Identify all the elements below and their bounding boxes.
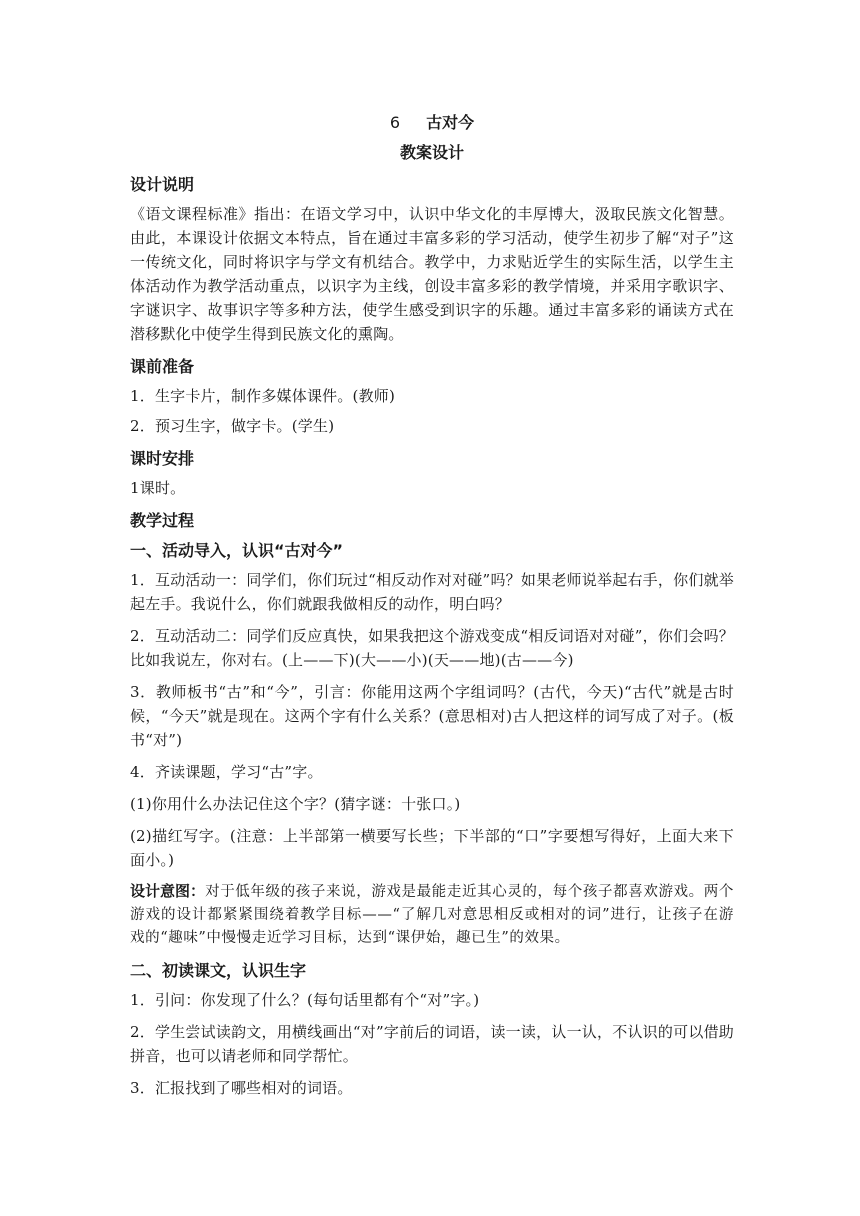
design-intent-paragraph [130, 880, 734, 950]
schedule-text: 1课时。 [130, 479, 186, 497]
design-heading: 设计说明 [130, 175, 195, 194]
part1-heading: 一、活动导入，认识“古对今” [130, 541, 344, 560]
part2-heading: 二、初读课文，认识生字 [130, 961, 307, 980]
part1-item-4-1: (1)你用什么办法记住这个字？(猜字谜：十张口。) [130, 795, 461, 813]
lesson-title [130, 108, 734, 138]
design-intent-label: 设计意图： [130, 882, 206, 900]
part2-item-3: 3．汇报找到了哪些相对的词语。 [130, 1079, 353, 1097]
part2-item-2: 2．学生尝试读韵文，用横线画出“对”字前后的词语，读一读，认一认，不认识的可以借助拼音，也可以请老师和同学帮忙。 [130, 1023, 734, 1065]
lesson-number: 6 [389, 113, 401, 132]
lesson-title-text: 古对今 [426, 113, 475, 132]
part1-item-2: 2．互动活动二：同学们反应真快，如果我把这个游戏变成“相反词语对对碰”，你们会吗？比如我说左，你对右。(上——下)(大——小)(天——地)(古——今) [130, 627, 734, 669]
document-page [130, 108, 734, 1108]
part1-item-4-2: (2)描红写字。(注意：上半部第一横要写长些；下半部的“口”字要想写得好，上面大来下面小。) [130, 827, 734, 869]
prep-item-2: 2．预习生字，做字卡。(学生) [130, 417, 335, 435]
design-intent-text: 对于低年级的孩子来说，游戏是最能走近其心灵的，每个孩子都喜欢游戏。两个游戏的设计都紧紧围绕着教学目标——“了解几对意思相反或相对的词”进行，让孩子在游戏的“趣味”中慢慢走近学习目标，达到“课伊始，趣已生”的效果。 [130, 884, 734, 946]
part1-item-3: 3．教师板书“古”和“今”，引言：你能用这两个字组词吗？(古代，今天)“古代”就是古时候，“今天”就是现在。这两个字有什么关系？(意思相对)古人把这样的词写成了对子。(板书“对”) [130, 683, 734, 749]
schedule-heading: 课时安排 [130, 449, 195, 468]
part1-item-1: 1．互动活动一：同学们，你们玩过“相反动作对对碰”吗？如果老师说举起右手，你们就举起左手。我说什么，你们就跟我做相反的动作，明白吗？ [130, 571, 734, 613]
process-heading: 教学过程 [130, 511, 195, 530]
prep-item-1: 1．生字卡片，制作多媒体课件。(教师) [130, 387, 396, 405]
prep-heading: 课前准备 [130, 357, 195, 376]
part2-item-1: 1．引问：你发现了什么？(每句话里都有个“对”字。) [130, 991, 480, 1009]
document-subtitle: 教案设计 [399, 143, 464, 162]
part1-item-4: 4．齐读课题，学习“古”字。 [130, 763, 323, 781]
design-paragraph: 《语文课程标准》指出：在语文学习中，认识中华文化的丰厚博大，汲取民族文化智慧。由此，本课设计依据文本特点，旨在通过丰富多彩的学习活动，使学生初步了解“对子”这一传统文化，同时将识字与学文有机结合。教学中，力求贴近学生的实际生活，以学生主体活动作为教学活动重点，以识字为主线，创设丰富多彩的教学情境，并采用字歌识字、字谜识字、故事识字等多种方法，使学生感受到识字的乐趣。通过丰富多彩的诵读方式在潜移默化中使学生得到民族文化的熏陶。 [130, 205, 734, 343]
